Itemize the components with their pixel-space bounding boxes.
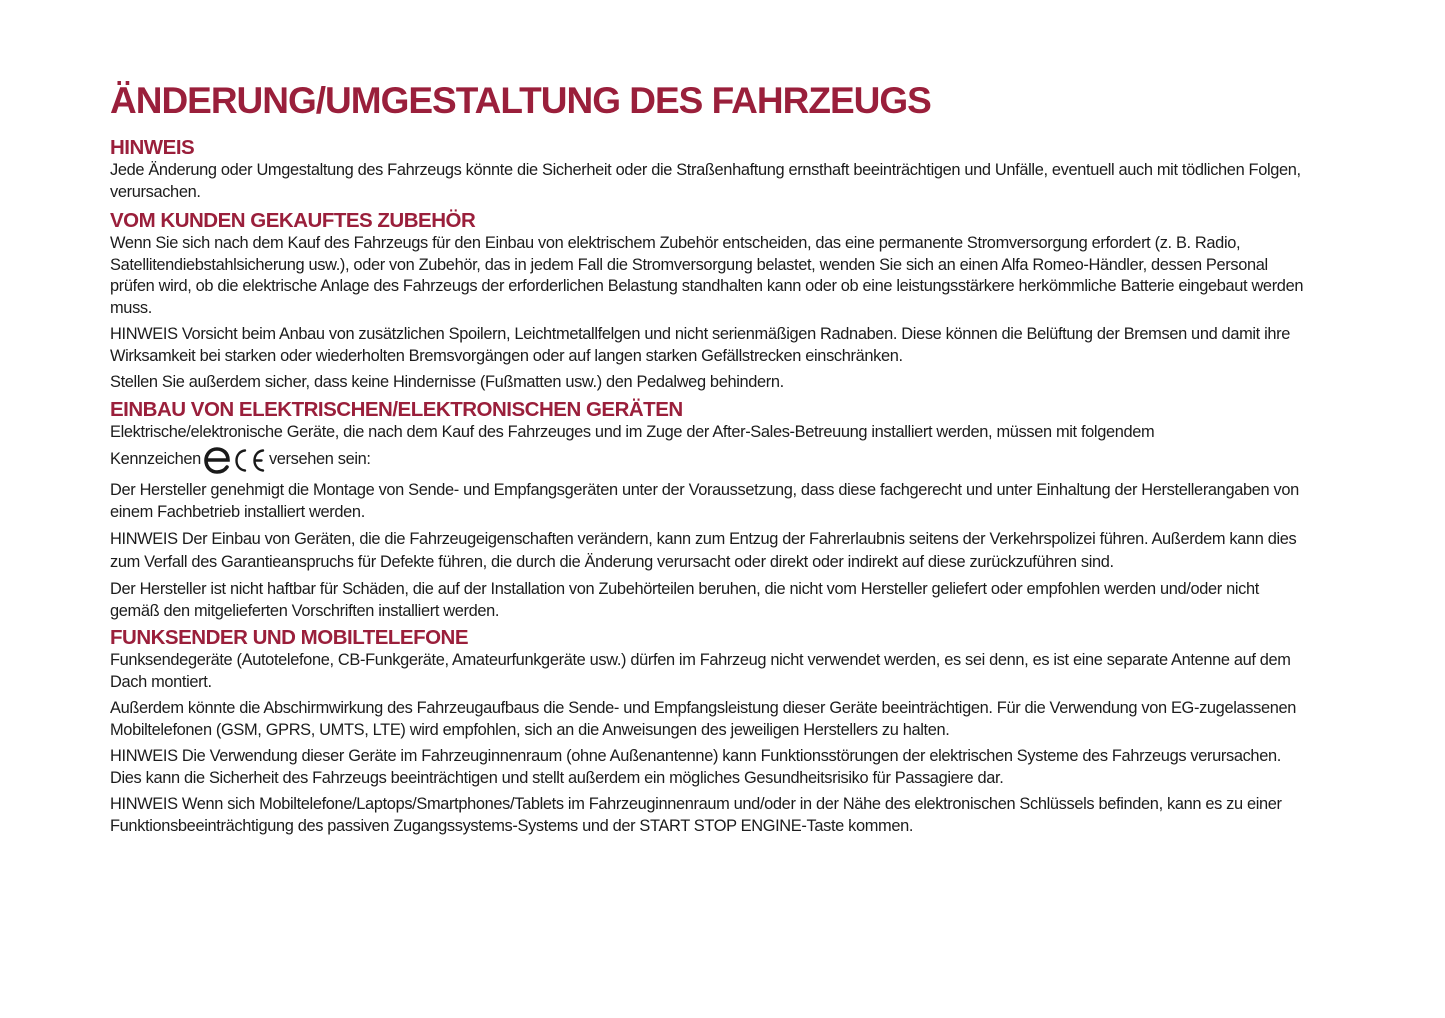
e-ce-mark-icon xyxy=(203,445,267,475)
paragraph: Jede Änderung oder Umgestaltung des Fahrzeugs könnte die Sicherheit oder die Straßenhaftung ernsthaft beeinträchtigen und Unfälle, eventuell auch mit tödlichen Folgen, verursachen. xyxy=(110,161,1301,201)
paragraph: Der Hersteller ist nicht haftbar für Schäden, die auf der Installation von Zubehörteilen beruhen, die nicht vom Hersteller geliefert oder empfohlen werden und/oder nicht gemäß den mitgelieferten Vorschriften installiert werden. xyxy=(110,580,1259,620)
section-heading-zubehoer: VOM KUNDEN GEKAUFTES ZUBEHÖR xyxy=(110,209,476,232)
section-heading-hinweis: HINWEIS xyxy=(110,136,195,159)
paragraph: HINWEIS Die Verwendung dieser Geräte im Fahrzeuginnenraum (ohne Außenantenne) kann Funktionsstörungen der elektrischen Systeme des Fahrzeugs verursachen. Dies kann die Sicherheit des Fahrzeugs beeinträchtigen und stellt außerdem ein mögliches Gesundheitsrisiko für Passagiere dar. xyxy=(110,747,1281,787)
section-heading-funksender: FUNKSENDER UND MOBILTELEFONE xyxy=(110,626,469,649)
paragraph: Außerdem könnte die Abschirmwirkung des Fahrzeugaufbaus die Sende- und Empfangsleistung dieser Geräte beeinträchtigen. Für die Verwendung von EG-zugelassenen Mobiltelefonen (GSM, GPRS, UMTS, LTE) wird empfohlen, sich an die Anweisungen des jeweiligen Herstellers zu halten. xyxy=(110,699,1297,739)
section-heading-geraete: EINBAU VON ELEKTRISCHEN/ELEKTRONISCHEN GERÄTEN xyxy=(110,397,683,421)
paragraph: Stellen Sie außerdem sicher, dass keine Hindernisse (Fußmatten usw.) den Pedalweg behindern. xyxy=(110,373,784,391)
page-title: ÄNDERUNG/UMGESTALTUNG DES FAHRZEUGS xyxy=(110,80,931,121)
paragraph: Der Hersteller genehmigt die Montage von Sende- und Empfangsgeräten unter der Voraussetzung, dass diese fachgerecht und unter Einhaltung der Herstellerangaben von einem Fachbetrieb installiert werden. xyxy=(110,481,1299,521)
mark-line xyxy=(110,443,1310,476)
paragraph: Elektrische/elektronische Geräte, die nach dem Kauf des Fahrzeuges und im Zuge der After-Sales-Betreuung installiert werden, müssen mit folgendem xyxy=(110,422,1155,441)
paragraph: HINWEIS Der Einbau von Geräten, die die Fahrzeugeigenschaften verändern, kann zum Entzug der Fahrerlaubnis seitens der Verkehrspolizei führen. Außerdem kann dies zum Verfall des Garantieanspruchs für Defekte führen, die durch die Änderung verursacht oder direkt oder indirekt auf diese zurückzuführen sind. xyxy=(110,530,1297,571)
paragraph: Funksendegeräte (Autotelefone, CB-Funkgeräte, Amateurfunkgeräte usw.) dürfen im Fahrzeug nicht verwendet werden, es sei denn, es ist eine separate Antenne auf dem Dach montiert. xyxy=(110,651,1291,691)
document-page xyxy=(110,78,1310,842)
mark-line-after: versehen sein: xyxy=(268,449,371,468)
paragraph: Wenn Sie sich nach dem Kauf des Fahrzeugs für den Einbau von elektrischem Zubehör entscheiden, das eine permanente Stromversorgung erfordert (z. B. Radio, Satellitendiebstahlsicherung usw.), oder von Zubehör, das in jedem Fall die Stromversorgung belastet, wenden Sie sich an einen Alfa Romeo-Händler, dessen Personal prüfen wird, ob die elektrische Anlage des Fahrzeugs der erforderlichen Belastung standhalten kann oder ob eine leistungsstärkere herkömmliche Batterie eingebaut werden muss. xyxy=(110,234,1304,317)
mark-line-before: Kennzeichen xyxy=(110,449,201,468)
paragraph: HINWEIS Vorsicht beim Anbau von zusätzlichen Spoilern, Leichtmetallfelgen und nicht serienmäßigen Radnaben. Diese können die Belüftung der Bremsen und damit ihre Wirksamkeit bei starken oder wiederholten Bremsvorgängen oder auf langen starken Gefällstrecken einschränken. xyxy=(110,325,1291,365)
paragraph: HINWEIS Wenn sich Mobiltelefone/Laptops/Smartphones/Tablets im Fahrzeuginnenraum und/oder in der Nähe des elektronischen Schlüssels befinden, kann es zu einer Funktionsbeeinträchtigung des passiven Zugangssystems-Systems und der START STOP ENGINE-Taste kommen. xyxy=(110,795,1282,835)
